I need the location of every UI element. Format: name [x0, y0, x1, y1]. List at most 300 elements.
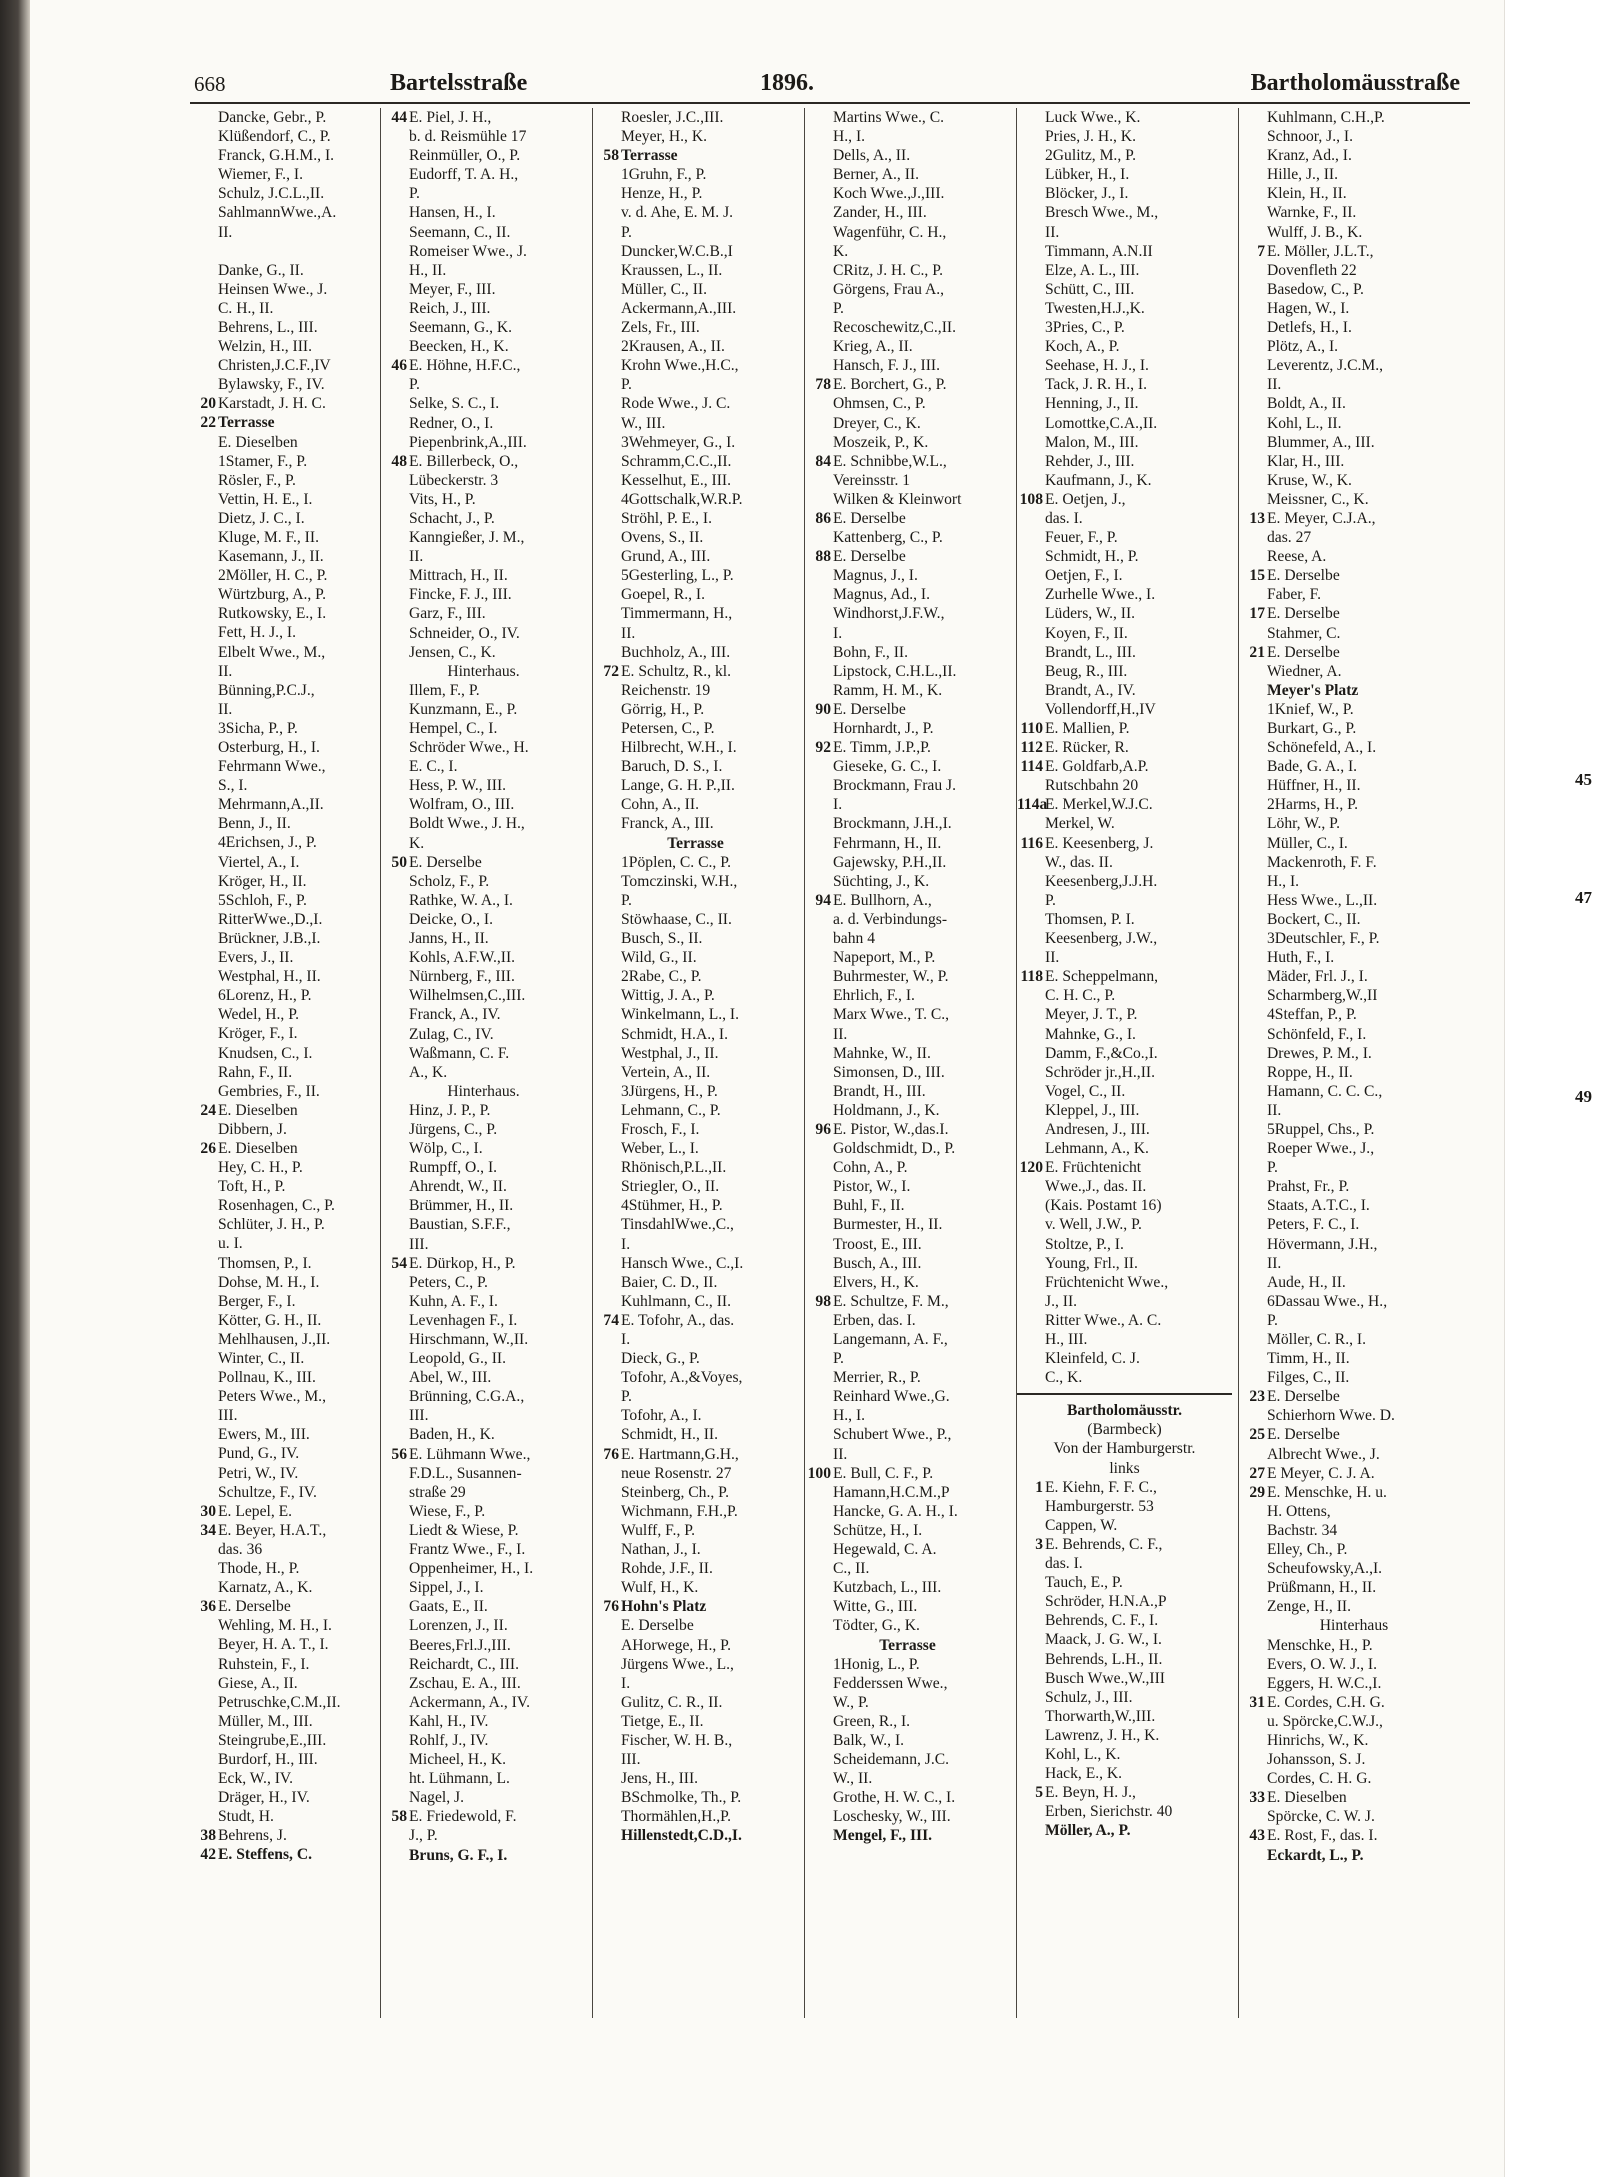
directory-entry	[805, 1483, 1010, 1502]
entry-text: Schröder jr.,H.,II.	[1045, 1063, 1155, 1081]
directory-entry	[1017, 681, 1232, 700]
directory-entry	[1239, 1826, 1469, 1845]
directory-entry	[190, 948, 373, 967]
entry-text: Lange, G. H. P.,II.	[621, 777, 735, 795]
entry-text: II.	[218, 662, 233, 680]
entry-text: E. Schultze, F. M.,	[833, 1292, 949, 1310]
entry-text: Waßmann, C. F.	[409, 1044, 510, 1062]
house-number: 20	[200, 395, 216, 413]
entry-text: Leopold, G., II.	[409, 1350, 507, 1368]
entry-text: Hess, P. W., III.	[409, 777, 507, 795]
entry-text: Hornhardt, J., P.	[833, 720, 934, 737]
directory-entry	[1239, 1616, 1469, 1635]
entry-text: Rutschbahn 20	[1045, 777, 1139, 795]
directory-entry	[805, 643, 1010, 662]
directory-entry	[593, 1082, 798, 1101]
entry-text: H., II.	[409, 261, 447, 279]
directory-entry	[593, 814, 798, 833]
directory-entry	[381, 681, 586, 700]
directory-entry	[381, 1254, 586, 1273]
entry-text: Buhl, F., II.	[833, 1197, 905, 1215]
entry-text: II.	[1045, 949, 1060, 967]
entry-text: P.	[409, 376, 420, 394]
directory-entry	[593, 452, 798, 471]
directory-entry	[805, 1387, 1010, 1406]
directory-entry	[805, 1616, 1010, 1635]
entry-text: v. d. Ahe, E. M. J.	[621, 204, 734, 222]
directory-entry	[593, 662, 798, 681]
entry-text: Hinz, J. P., P.	[409, 1101, 491, 1119]
entry-text: Jürgens, C., P.	[409, 1120, 498, 1138]
entry-text: 4Stühmer, H., P.	[621, 1197, 723, 1215]
directory-entry	[381, 509, 586, 528]
house-number: 86	[815, 509, 831, 527]
entry-text: Thomsen, P. I.	[1045, 910, 1135, 928]
entry-text: Berger, F., I.	[218, 1292, 296, 1310]
entry-text: II.	[1267, 376, 1282, 394]
house-number: 114a	[1017, 796, 1048, 814]
directory-entry	[1239, 986, 1469, 1005]
entry-text: Jens, H., III.	[621, 1770, 699, 1788]
directory-entry	[381, 414, 586, 433]
directory-entry	[190, 1005, 373, 1024]
house-number: 50	[391, 853, 407, 871]
entry-text: Behrends, C. F., I.	[1045, 1612, 1159, 1630]
directory-entry	[190, 1024, 373, 1043]
directory-entry	[190, 547, 373, 566]
directory-entry	[805, 1425, 1010, 1444]
directory-entry	[1239, 719, 1469, 738]
directory-entry	[381, 1597, 586, 1616]
directory-entry	[805, 795, 1010, 814]
directory-entry	[1017, 719, 1232, 738]
entry-text: Wiese, F., P.	[409, 1502, 486, 1520]
directory-entry	[805, 910, 1010, 929]
directory-entry	[593, 643, 798, 662]
edge-number: 49	[1575, 1087, 1592, 1106]
directory-entry	[805, 127, 1010, 146]
directory-entry	[1239, 165, 1469, 184]
entry-text: Lorenzen, J., II.	[409, 1617, 508, 1635]
entry-text: P.	[409, 185, 420, 203]
entry-text: E. Keesenberg, J.	[1045, 834, 1154, 852]
directory-entry	[381, 1120, 586, 1139]
directory-entry	[381, 872, 586, 891]
entry-text: Busch Wwe.,W.,III	[1045, 1669, 1165, 1687]
entry-text: Hinrichs, W., K.	[1267, 1731, 1369, 1749]
entry-text: Wölp, C., I.	[409, 1140, 483, 1158]
entry-text: E. Derselbe	[218, 1598, 291, 1616]
entry-text: Erben, das. I.	[833, 1311, 916, 1329]
entry-text: Windhorst,J.F.W.,	[833, 605, 945, 623]
entry-text: Steinberg, Ch., P.	[621, 1483, 730, 1501]
directory-entry	[805, 662, 1010, 681]
directory-entry	[381, 700, 586, 719]
entry-text: Wulf, H., K.	[621, 1579, 699, 1597]
entry-text: E. Dieselben	[218, 1139, 298, 1157]
directory-entry	[1239, 414, 1469, 433]
entry-text: RitterWwe.,D.,I.	[218, 910, 323, 928]
house-number: 46	[391, 357, 407, 375]
directory-entry	[593, 1674, 798, 1693]
entry-text: Albrecht Wwe., J.	[1267, 1445, 1380, 1463]
directory-entry	[190, 280, 373, 299]
directory-entry	[805, 1655, 1010, 1674]
entry-text: W., II.	[833, 1770, 873, 1788]
entry-text: Beecken, H., K.	[409, 338, 509, 356]
directory-entry	[190, 452, 373, 471]
directory-entry	[1017, 1554, 1232, 1573]
entry-text: Gieseke, G. C., I.	[833, 758, 942, 776]
directory-entry	[1239, 1330, 1469, 1349]
entry-text: E. Bull, C. F., P.	[833, 1464, 934, 1482]
entry-text: J., P.	[409, 1827, 438, 1845]
entry-text: Rumpff, O., I.	[409, 1159, 498, 1177]
directory-entry	[593, 1005, 798, 1024]
directory-entry	[381, 948, 586, 967]
entry-text: Brümmer, H., II.	[409, 1197, 514, 1215]
directory-entry	[190, 1330, 373, 1349]
directory-entry	[1239, 910, 1469, 929]
entry-text: Hempel, C., I.	[409, 720, 498, 737]
entry-text: Redner, O., I.	[409, 414, 494, 432]
entry-text: Klein, H., II.	[1267, 185, 1347, 203]
directory-columns	[190, 108, 1480, 2018]
edge-number: 47	[1575, 888, 1592, 907]
house-number: 78	[815, 376, 831, 394]
directory-entry	[190, 108, 373, 127]
directory-entry	[190, 1559, 373, 1578]
directory-entry	[381, 1445, 586, 1464]
entry-text: Meyer, J. T., P.	[1045, 1006, 1138, 1024]
entry-text: Görgens, Frau A.,	[833, 280, 945, 298]
directory-entry	[1017, 299, 1232, 318]
directory-entry	[190, 585, 373, 604]
entry-text: Balk, W., I.	[833, 1731, 905, 1749]
directory-entry	[1239, 624, 1469, 643]
directory-entry	[381, 1693, 586, 1712]
directory-entry	[1017, 566, 1232, 585]
directory-entry	[805, 242, 1010, 261]
directory-entry	[1239, 1273, 1469, 1292]
directory-entry	[593, 1311, 798, 1330]
entry-text: Timmann, A.N.II	[1045, 242, 1153, 260]
entry-text: 5Ruppel, Chs., P.	[1267, 1120, 1375, 1138]
directory-entry	[1239, 318, 1469, 337]
directory-entry	[805, 566, 1010, 585]
directory-entry	[381, 127, 586, 146]
entry-text: das. 27	[1267, 529, 1312, 547]
entry-text: Holdmann, J., K.	[833, 1101, 940, 1119]
entry-text: E. Beyn, H. J.,	[1045, 1784, 1136, 1802]
directory-entry	[593, 375, 798, 394]
entry-text: Wulff, F., P.	[621, 1521, 696, 1539]
entry-text: Luck Wwe., K.	[1045, 109, 1141, 126]
entry-text: Burkart, G., P.	[1267, 720, 1357, 737]
house-number: 98	[815, 1292, 831, 1310]
directory-entry	[593, 1406, 798, 1425]
directory-entry	[1017, 1025, 1232, 1044]
directory-entry	[593, 776, 798, 795]
directory-entry	[1239, 891, 1469, 910]
directory-entry	[1017, 165, 1232, 184]
entry-text: Kuhlmann, C.H.,P.	[1267, 109, 1385, 126]
directory-entry	[381, 184, 586, 203]
entry-text: 1Honig, L., P.	[833, 1655, 920, 1673]
entry-text: Beug, R., III.	[1045, 662, 1128, 680]
entry-text: Koyen, F., II.	[1045, 624, 1128, 642]
directory-entry	[381, 1215, 586, 1234]
directory-entry	[190, 929, 373, 948]
directory-entry	[805, 1158, 1010, 1177]
entry-text: Franck, G.H.M., I.	[218, 147, 335, 165]
directory-entry	[805, 1674, 1010, 1693]
entry-text: das. 36	[218, 1540, 263, 1558]
entry-text: Heinsen Wwe., J.	[218, 280, 328, 298]
directory-entry	[381, 1769, 586, 1788]
directory-entry	[1017, 853, 1232, 872]
entry-text: Studt, H.	[218, 1808, 274, 1826]
entry-text: E. Höhne, H.F.C.,	[409, 357, 521, 375]
directory-entry	[190, 1063, 373, 1082]
directory-entry	[805, 1311, 1010, 1330]
entry-text: Roppe, H., II.	[1267, 1063, 1353, 1081]
house-number: 24	[200, 1101, 216, 1119]
directory-entry	[1239, 528, 1469, 547]
entry-text: Müller, C., II.	[621, 280, 707, 298]
directory-entry	[593, 1368, 798, 1387]
directory-entry	[593, 948, 798, 967]
directory-entry	[593, 700, 798, 719]
entry-text: Fehrmann, H., II.	[833, 834, 942, 852]
directory-entry	[1239, 1731, 1469, 1750]
entry-text: Hansch Wwe., C.,I.	[621, 1254, 744, 1272]
directory-entry	[805, 814, 1010, 833]
entry-text: Jürgens Wwe., L.,	[621, 1655, 734, 1673]
entry-text: E. Oetjen, J.,	[1045, 490, 1126, 508]
entry-text: Eckardt, L., P.	[1267, 1846, 1364, 1864]
entry-text: Wilhelmsen,C.,III.	[409, 987, 526, 1005]
directory-entry	[190, 1788, 373, 1807]
entry-text: Blummer, A., III.	[1267, 433, 1375, 451]
directory-entry	[190, 700, 373, 719]
entry-text: Vertein, A., II.	[621, 1063, 711, 1081]
directory-entry	[381, 1082, 586, 1101]
directory-entry	[805, 776, 1010, 795]
entry-text: Loschesky, W., III.	[833, 1808, 951, 1826]
directory-entry	[805, 719, 1010, 738]
entry-text: Lüders, W., II.	[1045, 605, 1136, 623]
entry-text: Eggers, H. W.C.,I.	[1267, 1674, 1382, 1692]
directory-entry	[805, 1101, 1010, 1120]
entry-text: 5Schloh, F., P.	[218, 891, 307, 909]
entry-text: E. Früchtenicht	[1045, 1159, 1142, 1177]
directory-entry	[593, 1826, 798, 1845]
entry-text: P.	[621, 1388, 632, 1406]
entry-text: (Barmbeck)	[1087, 1421, 1162, 1439]
directory-entry	[381, 1788, 586, 1807]
directory-entry	[805, 1349, 1010, 1368]
directory-entry	[381, 108, 586, 127]
directory-entry	[190, 1082, 373, 1101]
entry-text: Timmermann, H.,	[621, 605, 733, 623]
entry-text: Berner, A., II.	[833, 166, 919, 184]
directory-entry	[805, 853, 1010, 872]
entry-text: Wulff, J. B., K.	[1267, 223, 1363, 241]
directory-entry	[190, 184, 373, 203]
directory-entry	[381, 1578, 586, 1597]
house-number: 84	[815, 452, 831, 470]
house-number: 76	[603, 1598, 619, 1616]
directory-entry	[593, 1445, 798, 1464]
entry-text: Levenhagen F., I.	[409, 1311, 518, 1329]
entry-text: II.	[621, 624, 636, 642]
entry-text: P.	[621, 223, 632, 241]
entry-text: 2Gulitz, M., P.	[1045, 147, 1136, 165]
directory-entry	[805, 318, 1010, 337]
directory-entry	[805, 433, 1010, 452]
entry-text: Ackermann, A., IV.	[409, 1693, 530, 1711]
entry-text: Scheufowsky,A.,I.	[1267, 1560, 1383, 1578]
directory-entry	[190, 394, 373, 413]
directory-entry	[805, 490, 1010, 509]
directory-entry	[190, 1387, 373, 1406]
directory-entry	[593, 1063, 798, 1082]
entry-text: E. Derselbe	[1267, 643, 1340, 661]
entry-text: SahlmannWwe.,A.	[218, 204, 337, 222]
directory-entry	[190, 986, 373, 1005]
house-number: 92	[815, 739, 831, 757]
directory-entry	[1239, 1807, 1469, 1826]
entry-text: Leverentz, J.C.M.,	[1267, 357, 1384, 375]
entry-text: straße 29	[409, 1483, 466, 1501]
entry-text: II.	[409, 548, 424, 566]
directory-entry	[805, 872, 1010, 891]
entry-text: Janns, H., II.	[409, 930, 489, 948]
entry-text: E. Möller, J.L.T.,	[1267, 242, 1374, 260]
entry-text: Koch, A., P.	[1045, 338, 1120, 356]
entry-text: TinsdahlWwe.,C.,	[621, 1216, 734, 1234]
entry-text: Dreyer, C., K.	[833, 414, 921, 432]
directory-entry	[1017, 1764, 1232, 1783]
entry-text: Selke, S. C., I.	[409, 395, 500, 413]
entry-text: Pund, G., IV.	[218, 1445, 300, 1463]
directory-entry	[805, 1082, 1010, 1101]
house-number: 94	[815, 891, 831, 909]
directory-entry	[805, 624, 1010, 643]
entry-text: Kleppel, J., III.	[1045, 1101, 1140, 1119]
directory-entry	[190, 1464, 373, 1483]
directory-entry	[593, 1273, 798, 1292]
directory-entry	[805, 261, 1010, 280]
directory-entry	[1017, 146, 1232, 165]
entry-text: Fincke, F. J., III.	[409, 586, 512, 604]
entry-text: Young, Frl., II.	[1045, 1254, 1138, 1272]
directory-entry	[1239, 337, 1469, 356]
street-heading-left: Bartelsstraße	[390, 70, 528, 96]
entry-text: Dancke, Gebr., P.	[218, 109, 327, 126]
directory-entry	[1017, 1726, 1232, 1745]
entry-text: Goepel, R., I.	[621, 586, 706, 604]
entry-text: E. Dürkop, H., P.	[409, 1254, 516, 1272]
directory-entry	[1017, 1783, 1232, 1802]
directory-entry	[381, 1846, 586, 1865]
entry-text: II.	[1045, 223, 1060, 241]
entry-text: Dovenfleth 22	[1267, 261, 1357, 279]
entry-text: 4Steffan, P., P.	[1267, 1006, 1357, 1024]
entry-text: Bresch Wwe., M.,	[1045, 204, 1159, 222]
directory-entry	[805, 547, 1010, 566]
directory-entry	[805, 1788, 1010, 1807]
directory-entry	[805, 834, 1010, 853]
street-heading-right: Bartholomäusstraße	[1250, 70, 1460, 96]
entry-text: E. Lepel, E.	[218, 1502, 293, 1520]
entry-text: Zenge, H., II.	[1267, 1598, 1351, 1616]
entry-text: Busch, S., II.	[621, 930, 703, 948]
directory-entry	[190, 1712, 373, 1731]
directory-entry	[805, 1540, 1010, 1559]
entry-text: Bade, G. A., I.	[1267, 758, 1358, 776]
directory-entry	[1239, 1082, 1469, 1101]
directory-entry	[593, 1521, 798, 1540]
entry-text: Kohl, L., II.	[1267, 414, 1342, 432]
entry-text: Elley, Ch., P.	[1267, 1541, 1348, 1559]
directory-entry	[381, 223, 586, 242]
directory-entry	[805, 280, 1010, 299]
directory-entry	[1239, 1559, 1469, 1578]
entry-text: Kesselhut, E., III.	[621, 471, 731, 489]
directory-entry	[1017, 624, 1232, 643]
entry-text: E. Rost, F., das. I.	[1267, 1827, 1378, 1845]
directory-entry	[190, 1578, 373, 1597]
directory-entry	[805, 299, 1010, 318]
directory-entry	[381, 1330, 586, 1349]
directory-entry	[381, 1292, 586, 1311]
entry-text: Reichardt, C., III.	[409, 1655, 519, 1673]
directory-entry	[381, 891, 586, 910]
directory-entry	[381, 604, 586, 623]
entry-text: I.	[833, 796, 843, 814]
entry-text: E. Derselbe	[1267, 567, 1340, 585]
entry-text: Elvers, H., K.	[833, 1273, 919, 1291]
entry-text: Meyer, F., III.	[409, 280, 496, 298]
directory-entry	[190, 127, 373, 146]
directory-entry	[381, 1712, 586, 1731]
directory-entry	[593, 261, 798, 280]
entry-text: Vettin, H. E., I.	[218, 490, 313, 508]
directory-entry	[1239, 509, 1469, 528]
directory-entry	[1017, 1368, 1232, 1387]
entry-text: Zschau, E. A., III.	[409, 1674, 521, 1692]
directory-entry	[805, 375, 1010, 394]
house-number: 58	[603, 147, 619, 165]
house-number: 30	[200, 1502, 216, 1520]
house-number: 43	[1249, 1827, 1265, 1845]
directory-entry	[190, 413, 373, 432]
directory-entry	[805, 1636, 1010, 1655]
entry-text: Rösler, F., P.	[218, 471, 296, 489]
entry-text: 3Wehmeyer, G., I.	[621, 433, 736, 451]
entry-text: E. Piel, J. H.,	[409, 109, 492, 126]
directory-entry	[805, 1254, 1010, 1273]
entry-text: K.	[409, 834, 425, 852]
entry-text: Blöcker, J., I.	[1045, 185, 1129, 203]
directory-entry	[805, 356, 1010, 375]
directory-entry	[1017, 280, 1232, 299]
directory-entry	[381, 585, 586, 604]
directory-entry	[381, 490, 586, 509]
entry-text: W., das. II.	[1045, 853, 1113, 871]
